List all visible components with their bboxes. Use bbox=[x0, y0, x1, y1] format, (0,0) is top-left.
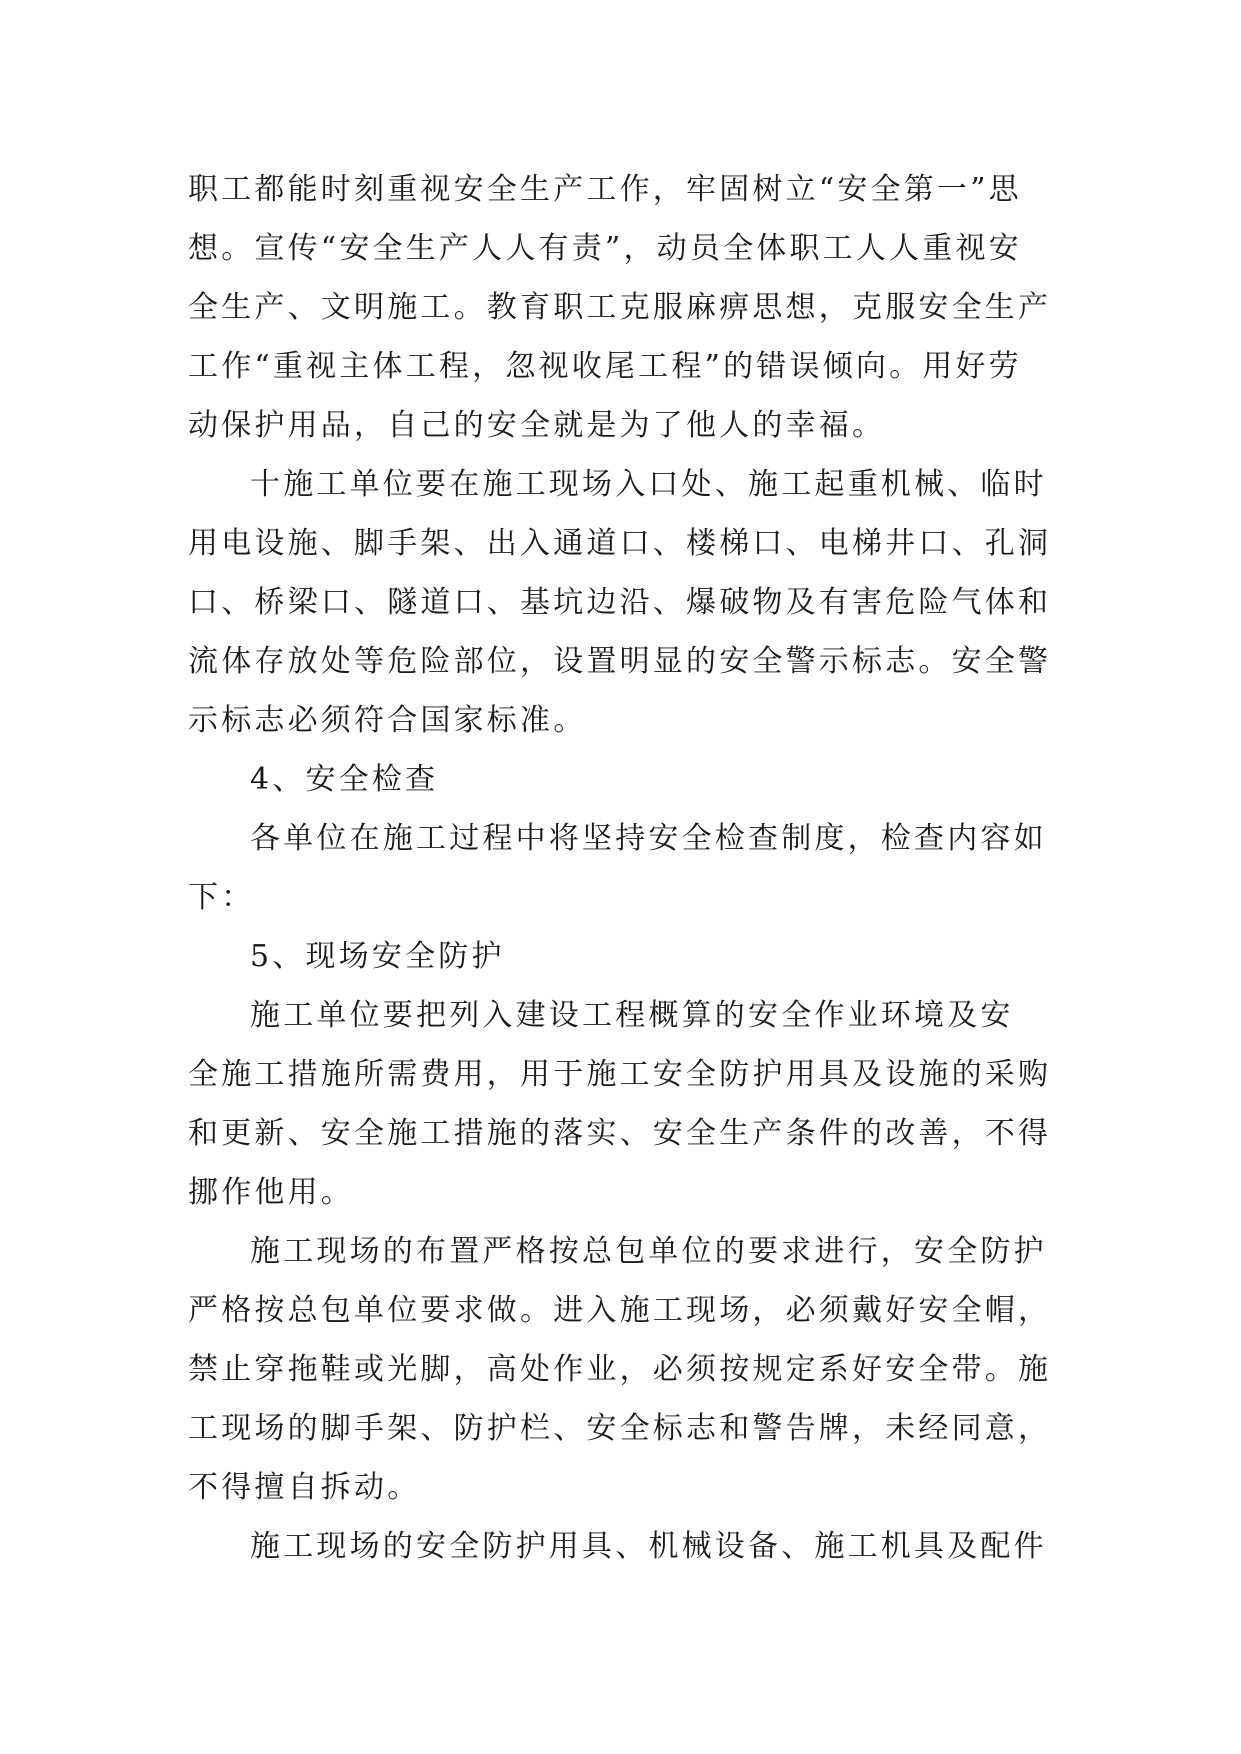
text-line: 严格按总包单位要求做。进入施工现场，必须戴好安全帽， bbox=[188, 1293, 1052, 1328]
text-line: 动保护用品，自己的安全就是为了他人的幸福。 bbox=[188, 408, 886, 443]
text-line: 不得擅自拆动。 bbox=[188, 1470, 421, 1505]
text-line: 和更新、安全施工措施的落实、安全生产条件的改善，不得 bbox=[188, 1116, 1052, 1151]
document-body bbox=[188, 160, 1050, 1576]
text-line: 十施工单位要在施工现场入口处、施工起重机械、临时 bbox=[250, 467, 1047, 502]
text-line: 流体存放处等危险部位，设置明显的安全警示标志。安全警 bbox=[188, 644, 1052, 679]
section-heading: 5、现场安全防护 bbox=[250, 939, 505, 974]
text-line: 想。宣传“安全生产人人有责”，动员全体职工人人重视安 bbox=[188, 231, 1022, 266]
text-line: 全施工措施所需费用，用于施工安全防护用具及设施的采购 bbox=[188, 1057, 1052, 1092]
text-line: 全生产、文明施工。教育职工克服麻痹思想，克服安全生产 bbox=[188, 290, 1052, 325]
text-line: 禁止穿拖鞋或光脚，高处作业，必须按规定系好安全带。施 bbox=[188, 1352, 1052, 1387]
section-heading: 4、安全检查 bbox=[250, 762, 439, 797]
text-line: 工现场的脚手架、防护栏、安全标志和警告牌，未经同意， bbox=[188, 1411, 1052, 1446]
text-line: 施工现场的安全防护用具、机械设备、施工机具及配件 bbox=[250, 1529, 1047, 1564]
text-line: 下： bbox=[188, 880, 255, 915]
text-line: 施工现场的布置严格按总包单位的要求进行，安全防护 bbox=[250, 1234, 1047, 1269]
text-line: 用电设施、脚手架、出入通道口、楼梯口、电梯井口、孔洞 bbox=[188, 526, 1052, 561]
text-line: 工作“重视主体工程，忽视收尾工程”的错误倾向。用好劳 bbox=[188, 349, 1022, 384]
text-line: 挪作他用。 bbox=[188, 1175, 354, 1210]
text-line: 示标志必须符合国家标准。 bbox=[188, 703, 587, 738]
text-line: 各单位在施工过程中将坚持安全检查制度，检查内容如 bbox=[250, 821, 1047, 856]
text-line: 口、桥梁口、隧道口、基坑边沿、爆破物及有害危险气体和 bbox=[188, 585, 1052, 620]
text-line: 施工单位要把列入建设工程概算的安全作业环境及安 bbox=[250, 998, 1014, 1033]
text-line: 职工都能时刻重视安全生产工作，牢固树立“安全第一”思 bbox=[188, 172, 1022, 207]
